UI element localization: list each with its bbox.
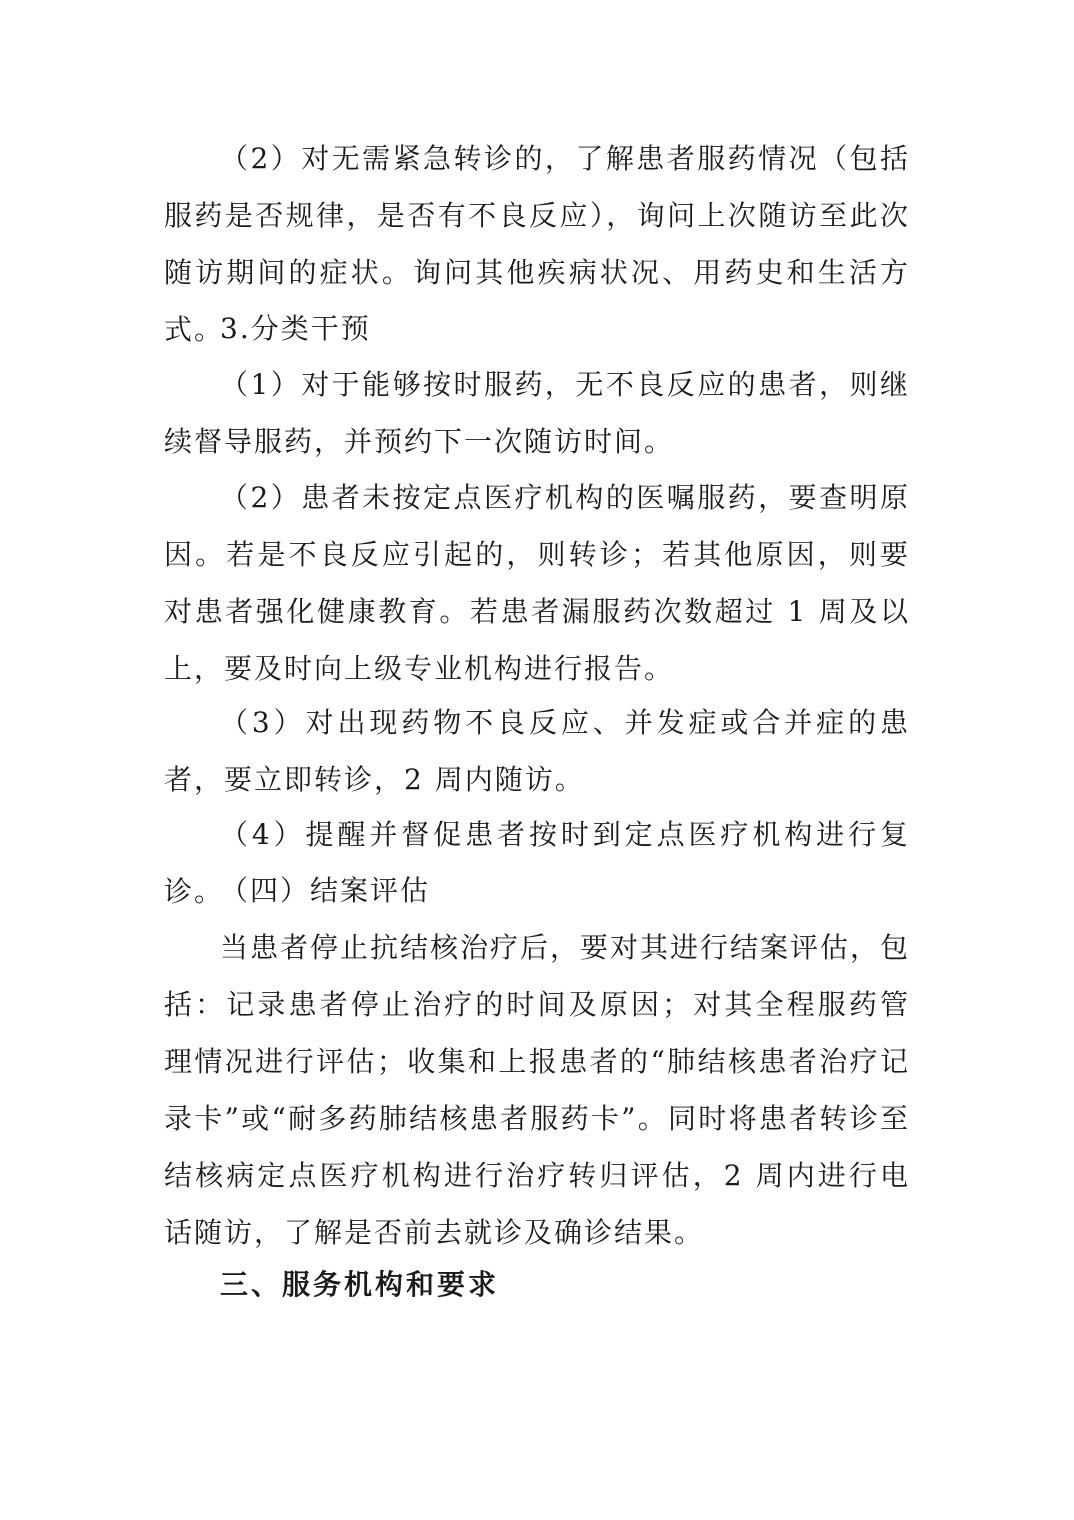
paragraph-followup-non-urgent: （2）对无需紧急转诊的，了解患者服药情况（包括服药是否规律，是否有不良反应），询问上次随访至此次随访期间的症状。询问其他疾病状况、用药史和生活方式。 (164, 142, 910, 346)
subheading-closing-evaluation: （四）结案评估 (220, 874, 431, 907)
paragraph-closing-evaluation: 当患者停止抗结核治疗后，要对其进行结案评估，包括：记录患者停止治疗的时间及原因；对其全程服药管理情况进行评估；收集和上报患者的“肺结核患者治疗记录卡”或“耐多药肺结核患者服药卡”。同时将患者转诊至结核病定点医疗机构进行治疗转归评估，2 周内进行电话随访，了解是否前去就诊及确诊结果。 (164, 931, 911, 1249)
subheading-classified-intervention: 3.分类干预 (220, 312, 371, 345)
paragraph-intervention-3: （3）对出现药物不良反应、并发症或合并症的患者，要立即转诊，2 周内随访。 (164, 706, 910, 796)
section-heading-service-institutions: 三、服务机构和要求 (220, 1268, 500, 1301)
paragraph-intervention-4: （4）提醒并督促患者按时到定点医疗机构进行复诊。 (164, 818, 910, 908)
paragraph-intervention-1: （1）对于能够按时服药，无不良反应的患者，则继续督导服药，并预约下一次随访时间。 (164, 368, 910, 458)
paragraph-intervention-2: （2）患者未按定点医疗机构的医嘱服药，要查明原因。若是不良反应引起的，则转诊；若其他原因，则要对患者强化健康教育。若患者漏服药次数超过 1 周及以上，要及时向上级专业机构进行报告。 (164, 481, 910, 685)
